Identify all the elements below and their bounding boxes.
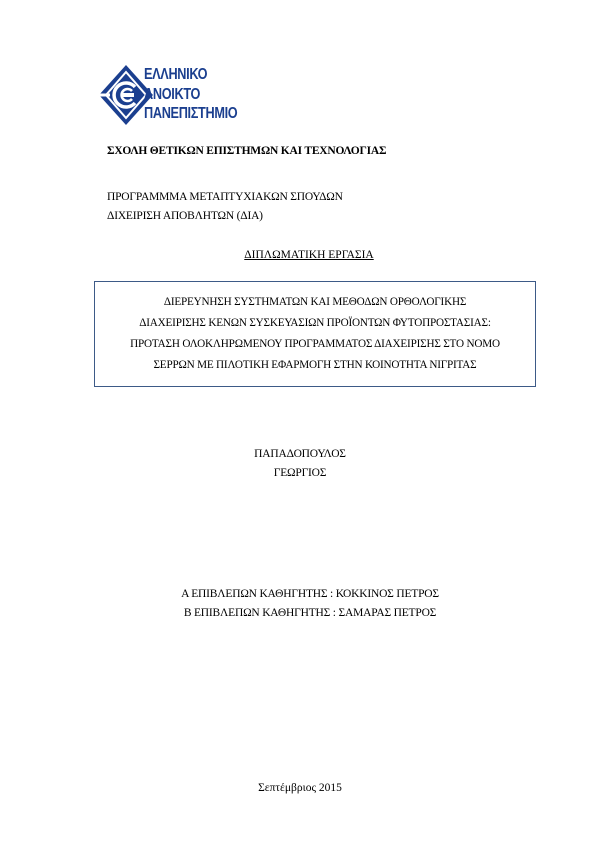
program-specialization: ΔΙΧΕΙΡΙΣΗ ΑΠΟΒΛΗΤΩΝ (ΔΙΑ) <box>107 210 263 222</box>
program-info <box>107 188 343 226</box>
thesis-type-label: ΔΙΠΛΩΜΑΤΙΚΗ ΕΡΓΑΣΙΑ <box>244 249 374 261</box>
thesis-title-box <box>94 281 536 387</box>
submission-date: Σεπτέμβριος 2015 <box>258 782 342 794</box>
university-name-line-2: ΑΝΟΙΚΤΟ <box>144 85 201 103</box>
thesis-title-line-3: ΠΡΟΤΑΣΗ ΟΛΟΚΛΗΡΩΜΕΝΟΥ ΠΡΟΓΡΑΜΜΑΤΟΣ ΔΙΑΧΕΙΡΙΣΗΣ ΣΤΟ ΝΟΜΟ <box>130 338 500 350</box>
university-logo <box>96 62 246 128</box>
second-supervisor: Β ΕΠΙΒΛΕΠΩΝ ΚΑΘΗΓΗΤΗΣ : ΣΑΜΑΡΑΣ ΠΕΤΡΟΣ <box>183 607 437 619</box>
thesis-title-line-2: ΔΙΑΧΕΙΡΙΣΗΣ ΚΕΝΩΝ ΣΥΣΚΕΥΑΣΙΩΝ ΠΡΟΪΟΝΤΩΝ ΦΥΤΟΠΡΟΣΤΑΣΙΑΣ: <box>139 317 491 329</box>
supervisors-block <box>0 585 600 623</box>
university-name-line-1: ΕΛΛΗΝΙΚΟ <box>144 66 208 83</box>
thesis-title-line-4: ΣΕΡΡΩΝ ΜΕ ΠΙΛΟΤΙΚΗ ΕΦΑΡΜΟΓΗ ΣΤΗΝ ΚΟΙΝΟΤΗΤΑ ΝΙΓΡΙΤΑΣ <box>153 359 477 371</box>
thesis-type-heading <box>0 249 600 261</box>
thesis-title <box>95 292 535 376</box>
author-block <box>0 445 600 482</box>
university-name-line-3: ΠΑΝΕΠΙΣΤΗΜΙΟ <box>144 105 238 122</box>
author-surname: ΠΑΠΑΔΟΠΟΥΛΟΣ <box>254 448 346 460</box>
school-name: ΣΧΟΛΗ ΘΕΤΙΚΩΝ ΕΠΙΣΤΗΜΩΝ ΚΑΙ ΤΕΧΝΟΛΟΓΙΑΣ <box>107 145 387 157</box>
first-supervisor: Α ΕΠΙΒΛΕΠΩΝ ΚΑΘΗΓΗΤΗΣ : ΚΟΚΚΙΝΟΣ ΠΕΤΡΟΣ <box>181 588 439 600</box>
program-name: ΠΡΟΓΡΑΜΜΜΑ ΜΕΤΑΠΤΥΧΙΑΚΩΝ ΣΠΟΥΔΩΝ <box>107 191 343 203</box>
author-first-name: ΓΕΩΡΓΙΟΣ <box>273 466 327 479</box>
university-name <box>144 65 237 124</box>
thesis-title-line-1: ΔΙΕΡΕΥΝΗΣΗ ΣΥΣΤΗΜΑΤΩΝ ΚΑΙ ΜΕΘΟΔΩΝ ΟΡΘΟΛΟΓΙΚΗΣ <box>163 296 467 308</box>
